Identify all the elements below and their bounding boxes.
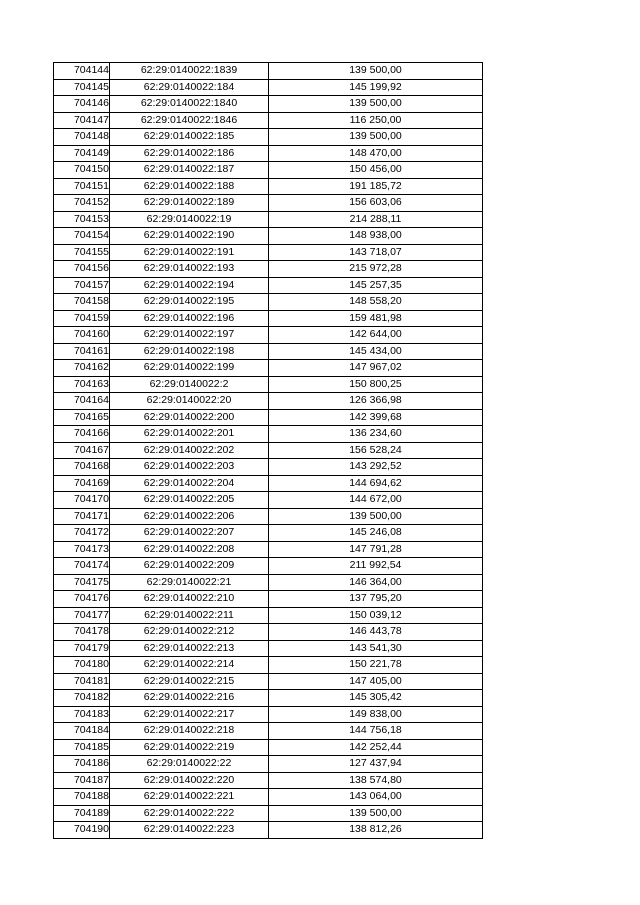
- table-row: [54, 706, 483, 723]
- row-id-cell: 704149: [54, 145, 110, 162]
- row-id-cell: 704157: [54, 277, 110, 294]
- value-cell: 139 500,00: [269, 129, 483, 146]
- table-row: [54, 393, 483, 410]
- row-id-cell: 704147: [54, 112, 110, 129]
- cadastral-number-cell: 62:29:0140022:186: [110, 145, 269, 162]
- table-row: [54, 129, 483, 146]
- value-cell: 150 039,12: [269, 607, 483, 624]
- table-row: [54, 492, 483, 509]
- cadastral-number-cell: 62:29:0140022:185: [110, 129, 269, 146]
- row-id-cell: 704180: [54, 657, 110, 674]
- table-row: [54, 508, 483, 525]
- table-row: [54, 343, 483, 360]
- value-cell: 156 603,06: [269, 195, 483, 212]
- cadastral-number-cell: 62:29:0140022:200: [110, 409, 269, 426]
- row-id-cell: 704189: [54, 805, 110, 822]
- table-body: [54, 63, 483, 839]
- table-row: [54, 673, 483, 690]
- row-id-cell: 704163: [54, 376, 110, 393]
- cadastral-number-cell: 62:29:0140022:220: [110, 772, 269, 789]
- cadastral-number-cell: 62:29:0140022:190: [110, 228, 269, 245]
- table-row: [54, 261, 483, 278]
- value-cell: 149 838,00: [269, 706, 483, 723]
- row-id-cell: 704177: [54, 607, 110, 624]
- value-cell: 146 443,78: [269, 624, 483, 641]
- row-id-cell: 704155: [54, 244, 110, 261]
- table-row: [54, 723, 483, 740]
- table-row: [54, 426, 483, 443]
- row-id-cell: 704183: [54, 706, 110, 723]
- cadastral-number-cell: 62:29:0140022:199: [110, 360, 269, 377]
- value-cell: 156 528,24: [269, 442, 483, 459]
- table-row: [54, 541, 483, 558]
- table-row: [54, 96, 483, 113]
- cadastral-number-cell: 62:29:0140022:206: [110, 508, 269, 525]
- row-id-cell: 704178: [54, 624, 110, 641]
- table-row: [54, 690, 483, 707]
- row-id-cell: 704179: [54, 640, 110, 657]
- value-cell: 144 694,62: [269, 475, 483, 492]
- value-cell: 126 366,98: [269, 393, 483, 410]
- cadastral-number-cell: 62:29:0140022:215: [110, 673, 269, 690]
- table-row: [54, 145, 483, 162]
- value-cell: 142 644,00: [269, 327, 483, 344]
- value-cell: 142 399,68: [269, 409, 483, 426]
- row-id-cell: 704166: [54, 426, 110, 443]
- cadastral-number-cell: 62:29:0140022:212: [110, 624, 269, 641]
- cadastral-number-cell: 62:29:0140022:209: [110, 558, 269, 575]
- table-row: [54, 822, 483, 839]
- cadastral-number-cell: 62:29:0140022:187: [110, 162, 269, 179]
- table-row: [54, 211, 483, 228]
- cadastral-number-cell: 62:29:0140022:184: [110, 79, 269, 96]
- table-row: [54, 624, 483, 641]
- cadastral-value-table: [53, 62, 483, 839]
- row-id-cell: 704162: [54, 360, 110, 377]
- row-id-cell: 704154: [54, 228, 110, 245]
- table-row: [54, 162, 483, 179]
- value-cell: 145 246,08: [269, 525, 483, 542]
- cadastral-number-cell: 62:29:0140022:203: [110, 459, 269, 476]
- row-id-cell: 704150: [54, 162, 110, 179]
- value-cell: 138 574,80: [269, 772, 483, 789]
- cadastral-number-cell: 62:29:0140022:213: [110, 640, 269, 657]
- value-cell: 214 288,11: [269, 211, 483, 228]
- cadastral-number-cell: 62:29:0140022:210: [110, 591, 269, 608]
- table-row: [54, 459, 483, 476]
- row-id-cell: 704173: [54, 541, 110, 558]
- table-row: [54, 607, 483, 624]
- row-id-cell: 704146: [54, 96, 110, 113]
- value-cell: 150 456,00: [269, 162, 483, 179]
- value-cell: 145 434,00: [269, 343, 483, 360]
- value-cell: 143 064,00: [269, 789, 483, 806]
- table-row: [54, 409, 483, 426]
- cadastral-number-cell: 62:29:0140022:20: [110, 393, 269, 410]
- value-cell: 148 470,00: [269, 145, 483, 162]
- cadastral-number-cell: 62:29:0140022:191: [110, 244, 269, 261]
- cadastral-number-cell: 62:29:0140022:197: [110, 327, 269, 344]
- cadastral-number-cell: 62:29:0140022:189: [110, 195, 269, 212]
- row-id-cell: 704148: [54, 129, 110, 146]
- row-id-cell: 704188: [54, 789, 110, 806]
- value-cell: 143 292,52: [269, 459, 483, 476]
- cadastral-number-cell: 62:29:0140022:223: [110, 822, 269, 839]
- value-cell: 145 305,42: [269, 690, 483, 707]
- table-row: [54, 244, 483, 261]
- row-id-cell: 704176: [54, 591, 110, 608]
- row-id-cell: 704158: [54, 294, 110, 311]
- table-row: [54, 63, 483, 80]
- row-id-cell: 704144: [54, 63, 110, 80]
- cadastral-number-cell: 62:29:0140022:198: [110, 343, 269, 360]
- value-cell: 139 500,00: [269, 63, 483, 80]
- cadastral-number-cell: 62:29:0140022:207: [110, 525, 269, 542]
- cadastral-number-cell: 62:29:0140022:22: [110, 756, 269, 773]
- cadastral-number-cell: 62:29:0140022:205: [110, 492, 269, 509]
- value-cell: 147 791,28: [269, 541, 483, 558]
- row-id-cell: 704168: [54, 459, 110, 476]
- table-row: [54, 294, 483, 311]
- table-row: [54, 327, 483, 344]
- cadastral-number-cell: 62:29:0140022:216: [110, 690, 269, 707]
- cadastral-number-cell: 62:29:0140022:202: [110, 442, 269, 459]
- value-cell: 137 795,20: [269, 591, 483, 608]
- row-id-cell: 704167: [54, 442, 110, 459]
- value-cell: 191 185,72: [269, 178, 483, 195]
- row-id-cell: 704159: [54, 310, 110, 327]
- cadastral-number-cell: 62:29:0140022:201: [110, 426, 269, 443]
- value-cell: 144 756,18: [269, 723, 483, 740]
- row-id-cell: 704169: [54, 475, 110, 492]
- cadastral-number-cell: 62:29:0140022:1846: [110, 112, 269, 129]
- row-id-cell: 704181: [54, 673, 110, 690]
- value-cell: 150 800,25: [269, 376, 483, 393]
- value-cell: 150 221,78: [269, 657, 483, 674]
- cadastral-number-cell: 62:29:0140022:214: [110, 657, 269, 674]
- cadastral-number-cell: 62:29:0140022:188: [110, 178, 269, 195]
- row-id-cell: 704184: [54, 723, 110, 740]
- table-row: [54, 558, 483, 575]
- cadastral-number-cell: 62:29:0140022:194: [110, 277, 269, 294]
- cadastral-number-cell: 62:29:0140022:1839: [110, 63, 269, 80]
- cadastral-number-cell: 62:29:0140022:21: [110, 574, 269, 591]
- cadastral-number-cell: 62:29:0140022:1840: [110, 96, 269, 113]
- row-id-cell: 704153: [54, 211, 110, 228]
- cadastral-number-cell: 62:29:0140022:19: [110, 211, 269, 228]
- row-id-cell: 704170: [54, 492, 110, 509]
- value-cell: 143 718,07: [269, 244, 483, 261]
- value-cell: 139 500,00: [269, 508, 483, 525]
- value-cell: 148 938,00: [269, 228, 483, 245]
- table-row: [54, 195, 483, 212]
- table-row: [54, 591, 483, 608]
- row-id-cell: 704171: [54, 508, 110, 525]
- row-id-cell: 704152: [54, 195, 110, 212]
- row-id-cell: 704172: [54, 525, 110, 542]
- table-row: [54, 442, 483, 459]
- table-row: [54, 277, 483, 294]
- row-id-cell: 704160: [54, 327, 110, 344]
- value-cell: 139 500,00: [269, 96, 483, 113]
- table-row: [54, 657, 483, 674]
- row-id-cell: 704156: [54, 261, 110, 278]
- cadastral-number-cell: 62:29:0140022:222: [110, 805, 269, 822]
- table-row: [54, 756, 483, 773]
- value-cell: 144 672,00: [269, 492, 483, 509]
- value-cell: 147 405,00: [269, 673, 483, 690]
- row-id-cell: 704185: [54, 739, 110, 756]
- table-row: [54, 475, 483, 492]
- value-cell: 136 234,60: [269, 426, 483, 443]
- value-cell: 148 558,20: [269, 294, 483, 311]
- table-row: [54, 112, 483, 129]
- row-id-cell: 704145: [54, 79, 110, 96]
- value-cell: 146 364,00: [269, 574, 483, 591]
- value-cell: 145 257,35: [269, 277, 483, 294]
- value-cell: 116 250,00: [269, 112, 483, 129]
- cadastral-number-cell: 62:29:0140022:204: [110, 475, 269, 492]
- row-id-cell: 704186: [54, 756, 110, 773]
- row-id-cell: 704187: [54, 772, 110, 789]
- cadastral-number-cell: 62:29:0140022:208: [110, 541, 269, 558]
- table-row: [54, 178, 483, 195]
- table-row: [54, 772, 483, 789]
- table-row: [54, 574, 483, 591]
- table-row: [54, 640, 483, 657]
- value-cell: 142 252,44: [269, 739, 483, 756]
- row-id-cell: 704151: [54, 178, 110, 195]
- cadastral-number-cell: 62:29:0140022:2: [110, 376, 269, 393]
- row-id-cell: 704182: [54, 690, 110, 707]
- row-id-cell: 704165: [54, 409, 110, 426]
- cadastral-number-cell: 62:29:0140022:193: [110, 261, 269, 278]
- row-id-cell: 704164: [54, 393, 110, 410]
- cadastral-number-cell: 62:29:0140022:219: [110, 739, 269, 756]
- row-id-cell: 704161: [54, 343, 110, 360]
- value-cell: 127 437,94: [269, 756, 483, 773]
- value-cell: 215 972,28: [269, 261, 483, 278]
- cadastral-number-cell: 62:29:0140022:196: [110, 310, 269, 327]
- table-row: [54, 360, 483, 377]
- value-cell: 211 992,54: [269, 558, 483, 575]
- row-id-cell: 704174: [54, 558, 110, 575]
- value-cell: 139 500,00: [269, 805, 483, 822]
- table-row: [54, 789, 483, 806]
- cadastral-number-cell: 62:29:0140022:221: [110, 789, 269, 806]
- value-cell: 147 967,02: [269, 360, 483, 377]
- table-row: [54, 310, 483, 327]
- table-row: [54, 79, 483, 96]
- value-cell: 145 199,92: [269, 79, 483, 96]
- table-row: [54, 525, 483, 542]
- value-cell: 159 481,98: [269, 310, 483, 327]
- table-row: [54, 376, 483, 393]
- cadastral-number-cell: 62:29:0140022:218: [110, 723, 269, 740]
- table-row: [54, 739, 483, 756]
- value-cell: 138 812,26: [269, 822, 483, 839]
- row-id-cell: 704190: [54, 822, 110, 839]
- table-row: [54, 228, 483, 245]
- cadastral-number-cell: 62:29:0140022:217: [110, 706, 269, 723]
- table-row: [54, 805, 483, 822]
- value-cell: 143 541,30: [269, 640, 483, 657]
- row-id-cell: 704175: [54, 574, 110, 591]
- cadastral-number-cell: 62:29:0140022:211: [110, 607, 269, 624]
- cadastral-number-cell: 62:29:0140022:195: [110, 294, 269, 311]
